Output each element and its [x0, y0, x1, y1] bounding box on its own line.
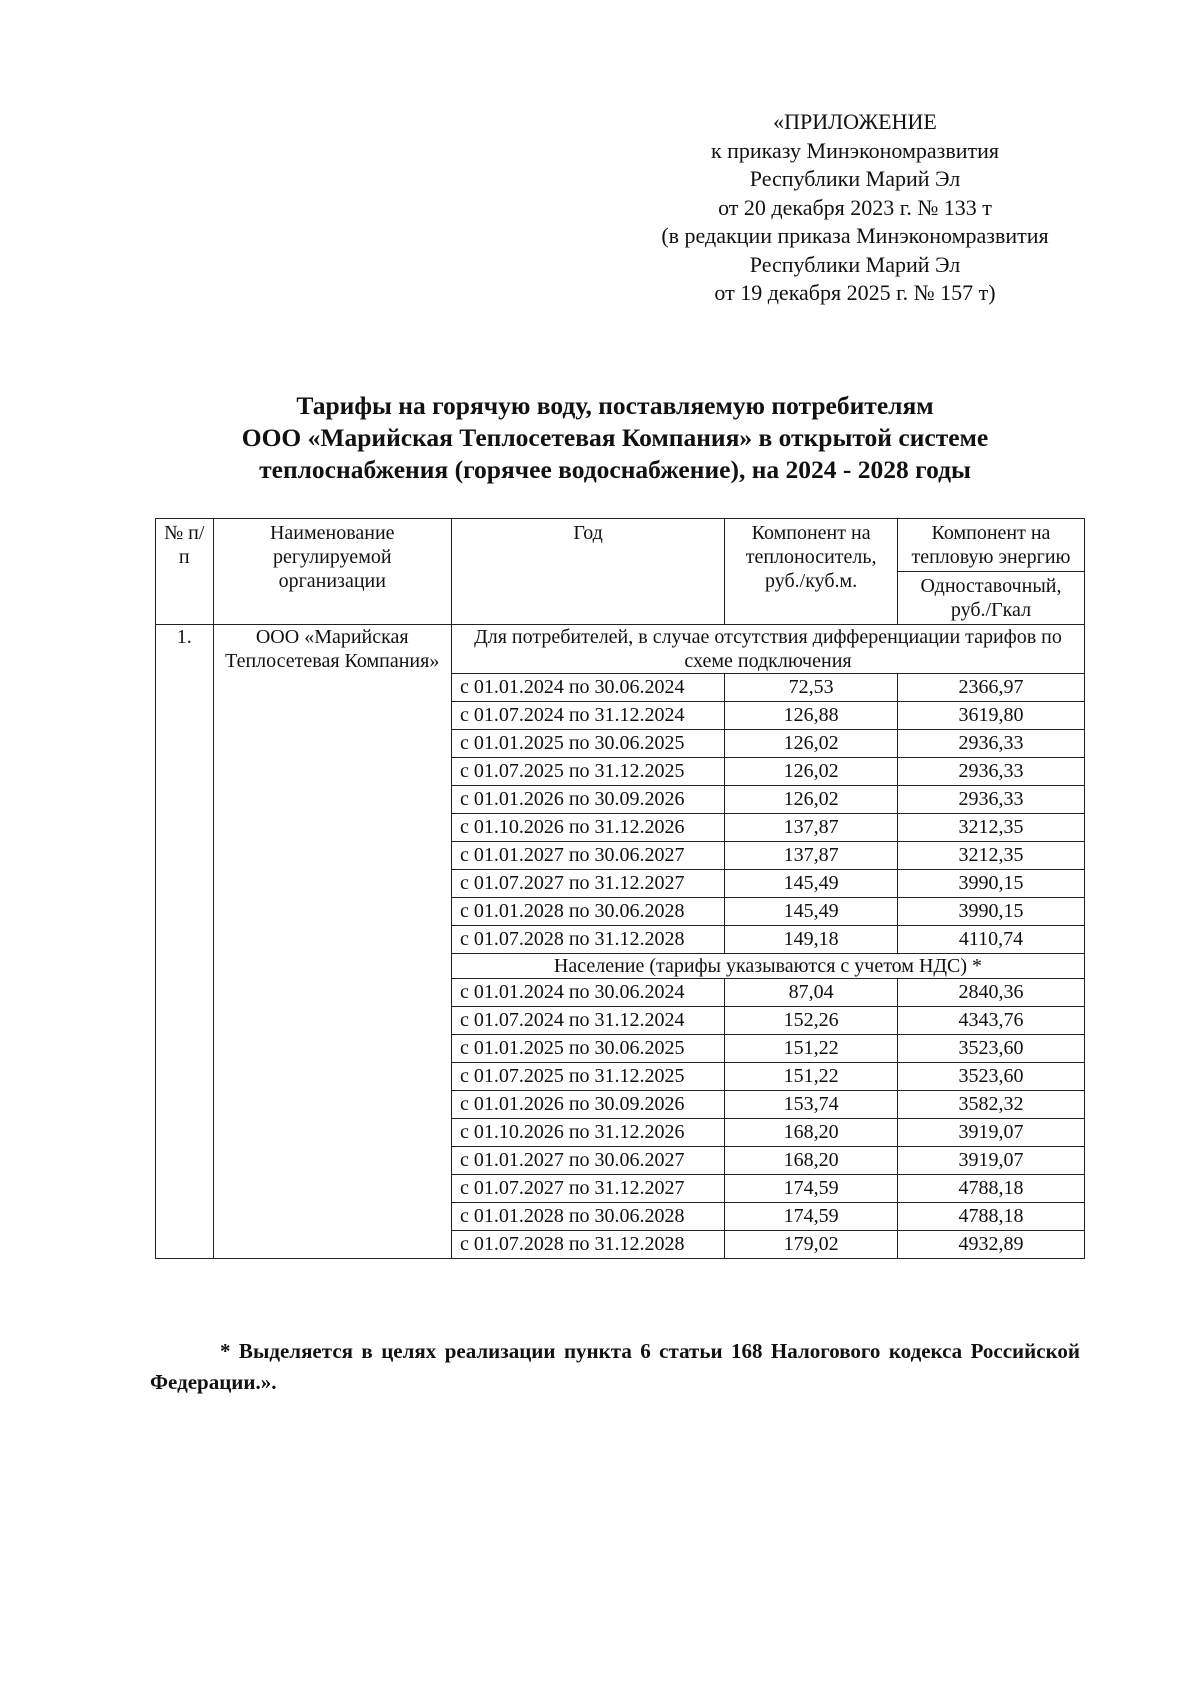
heat-component-cell: 3619,80	[897, 702, 1084, 730]
organization-name: ООО «Марийская Теплосетевая Компания»	[213, 625, 451, 1259]
water-component-cell: 137,87	[725, 842, 898, 870]
water-component-cell: 72,53	[725, 674, 898, 702]
water-component-cell: 126,02	[725, 758, 898, 786]
water-component-cell: 168,20	[725, 1119, 898, 1147]
heat-component-cell: 2936,33	[897, 758, 1084, 786]
header-org: Наименование регулируемой организации	[213, 519, 451, 625]
water-component-cell: 152,26	[725, 1007, 898, 1035]
heat-component-cell: 4110,74	[897, 926, 1084, 954]
header-heat-subcolumn: Одноставочный, руб./Гкал	[897, 572, 1084, 625]
period-cell: с 01.07.2028 по 31.12.2028	[451, 1231, 724, 1259]
period-cell: с 01.07.2028 по 31.12.2028	[451, 926, 724, 954]
header-water-component: Компонент на теплоноситель, руб./куб.м.	[725, 519, 898, 625]
title-line: теплоснабжения (горячее водоснабжение), на 2024 - 2028 годы	[259, 455, 971, 484]
footnote-text: * Выделяется в целях реализации пункта 6 статьи 168 Налогового кодекса Российской Федерации.».	[150, 1339, 1080, 1394]
water-component-cell: 126,02	[725, 730, 898, 758]
period-cell: с 01.01.2028 по 30.06.2028	[451, 1203, 724, 1231]
period-cell: с 01.01.2027 по 30.06.2027	[451, 1147, 724, 1175]
water-component-cell: 145,49	[725, 870, 898, 898]
heat-component-cell: 3212,35	[897, 842, 1084, 870]
heat-component-cell: 2366,97	[897, 674, 1084, 702]
period-cell: с 01.07.2024 по 31.12.2024	[451, 1007, 724, 1035]
header-num: № п/п	[156, 519, 214, 625]
period-cell: с 01.07.2027 по 31.12.2027	[451, 870, 724, 898]
header-line: «ПРИЛОЖЕНИЕ	[773, 109, 937, 134]
heat-component-cell: 3523,60	[897, 1063, 1084, 1091]
appendix-header	[620, 108, 1090, 308]
table-header-row	[156, 519, 1085, 572]
header-line: от 19 декабря 2025 г. № 157 т)	[714, 280, 996, 305]
period-cell: с 01.01.2026 по 30.09.2026	[451, 1091, 724, 1119]
row-number: 1.	[156, 625, 214, 1259]
title-line: Тарифы на горячую воду, поставляемую потребителям	[296, 391, 934, 420]
group-label: Для потребителей, в случае отсутствия дифференциации тарифов по схеме подключения	[451, 625, 1084, 674]
header-line: Республики Марий Эл	[749, 251, 961, 277]
header-line: Республики Марий Эл	[749, 166, 961, 191]
heat-component-cell: 4932,89	[897, 1231, 1084, 1259]
period-cell: с 01.01.2024 по 30.06.2024	[451, 979, 724, 1007]
water-component-cell: 126,88	[725, 702, 898, 730]
water-component-cell: 153,74	[725, 1091, 898, 1119]
heat-component-cell: 4788,18	[897, 1203, 1084, 1231]
heat-component-cell: 2840,36	[897, 979, 1084, 1007]
header-year: Год	[451, 519, 724, 625]
water-component-cell: 126,02	[725, 786, 898, 814]
header-line: к приказу Минэкономразвития	[710, 137, 1000, 163]
water-component-cell: 87,04	[725, 979, 898, 1007]
group-row	[156, 625, 1085, 674]
period-cell: с 01.01.2028 по 30.06.2028	[451, 898, 724, 926]
water-component-cell: 174,59	[725, 1175, 898, 1203]
period-cell: с 01.01.2025 по 30.06.2025	[451, 730, 724, 758]
heat-component-cell: 4788,18	[897, 1175, 1084, 1203]
water-component-cell: 149,18	[725, 926, 898, 954]
period-cell: с 01.07.2025 по 31.12.2025	[451, 758, 724, 786]
heat-component-cell: 4343,76	[897, 1007, 1084, 1035]
period-cell: с 01.01.2026 по 30.09.2026	[451, 786, 724, 814]
heat-component-cell: 3212,35	[897, 814, 1084, 842]
period-cell: с 01.01.2024 по 30.06.2024	[451, 674, 724, 702]
period-cell: с 01.10.2026 по 31.12.2026	[451, 814, 724, 842]
header-line: от 20 декабря 2023 г. № 133 т	[718, 194, 992, 220]
heat-component-cell: 2936,33	[897, 730, 1084, 758]
period-cell: с 01.01.2025 по 30.06.2025	[451, 1035, 724, 1063]
water-component-cell: 168,20	[725, 1147, 898, 1175]
tariff-table	[155, 518, 1085, 1259]
water-component-cell: 174,59	[725, 1203, 898, 1231]
header-heat-component: Компонент на тепловую энергию	[897, 519, 1084, 572]
heat-component-cell: 3919,07	[897, 1119, 1084, 1147]
heat-component-cell: 3523,60	[897, 1035, 1084, 1063]
title-line: ООО «Марийская Теплосетевая Компания» в открытой системе	[241, 423, 989, 452]
water-component-cell: 151,22	[725, 1063, 898, 1091]
header-line: (в редакции приказа Минэкономразвития	[661, 223, 1049, 248]
footnote	[150, 1336, 1080, 1398]
water-component-cell: 151,22	[725, 1035, 898, 1063]
heat-component-cell: 3990,15	[897, 870, 1084, 898]
water-component-cell: 179,02	[725, 1231, 898, 1259]
period-cell: с 01.07.2025 по 31.12.2025	[451, 1063, 724, 1091]
period-cell: с 01.10.2026 по 31.12.2026	[451, 1119, 724, 1147]
heat-component-cell: 3990,15	[897, 898, 1084, 926]
heat-component-cell: 2936,33	[897, 786, 1084, 814]
period-cell: с 01.07.2027 по 31.12.2027	[451, 1175, 724, 1203]
group-label: Население (тарифы указываются с учетом НДС) *	[451, 954, 1084, 979]
document-title	[150, 390, 1080, 486]
water-component-cell: 137,87	[725, 814, 898, 842]
heat-component-cell: 3582,32	[897, 1091, 1084, 1119]
period-cell: с 01.01.2027 по 30.06.2027	[451, 842, 724, 870]
water-component-cell: 145,49	[725, 898, 898, 926]
period-cell: с 01.07.2024 по 31.12.2024	[451, 702, 724, 730]
heat-component-cell: 3919,07	[897, 1147, 1084, 1175]
